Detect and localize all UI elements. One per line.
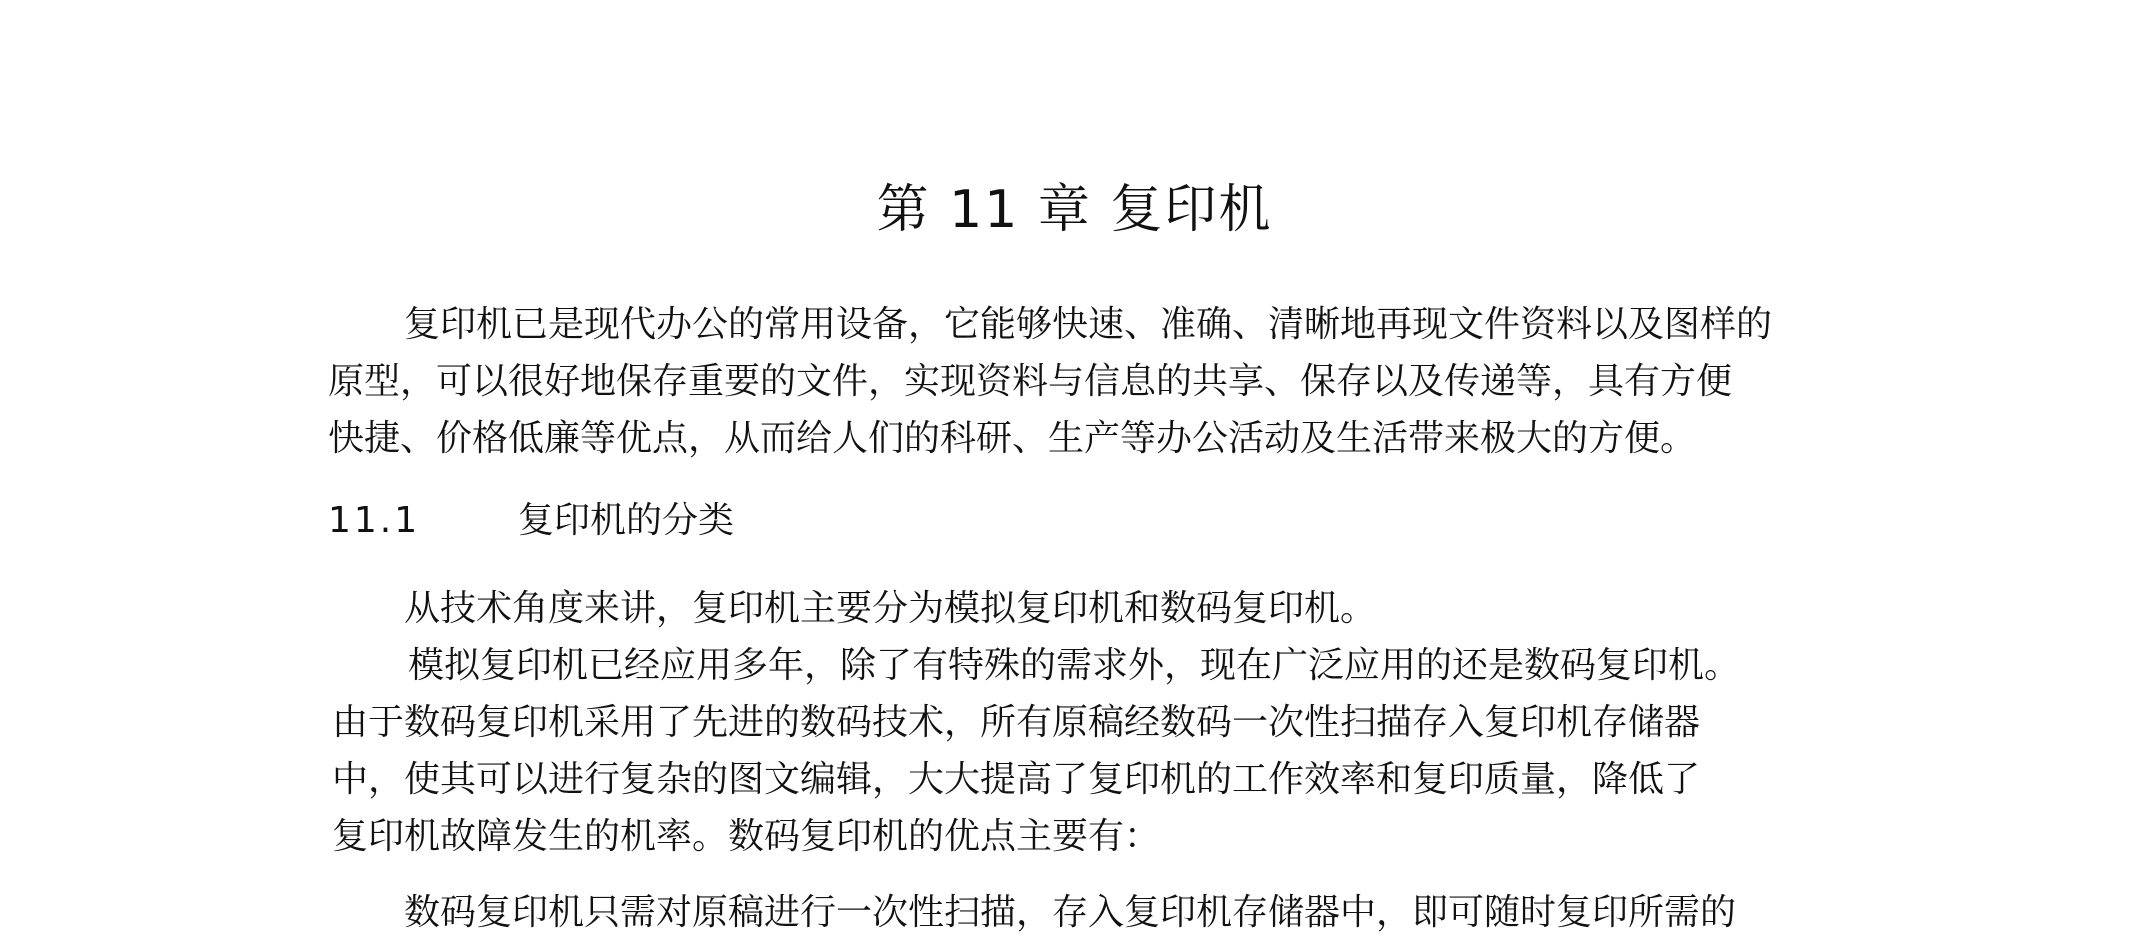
intro-line-2: 原型，可以很好地保存重要的文件，实现资料与信息的共享、保存以及传递等，具有方便: [328, 361, 1733, 402]
body-paragraph-2: [332, 637, 1852, 865]
body-paragraph-2-line-4: 复印机故障发生的机率。数码复印机的优点主要有：: [332, 816, 1161, 857]
section-title: 复印机的分类: [518, 500, 735, 541]
intro-line-3: 快捷、价格低廉等优点，从而给人们的科研、生产等办公活动及生活带来极大的方便。: [328, 418, 1697, 459]
chapter-title: 第 11 章 复印机: [876, 180, 1273, 240]
intro-paragraph: [328, 296, 1848, 467]
body-paragraph-2-line-1: 模拟复印机已经应用多年，除了有特殊的需求外，现在广泛应用的还是数码复印机。: [408, 645, 1741, 686]
body-paragraph-3: [328, 884, 1848, 941]
body-paragraph-2-line-3: 中，使其可以进行复杂的图文编辑，大大提高了复印机的工作效率和复印质量，降低了: [332, 759, 1701, 800]
intro-line-1: 复印机已是现代办公的常用设备，它能够快速、准确、清晰地再现文件资料以及图样的: [404, 304, 1773, 345]
section-number: 11.1: [328, 500, 421, 541]
body-paragraph-1-line: 从技术角度来讲，复印机主要分为模拟复印机和数码复印机。: [404, 588, 1377, 629]
section-heading: [328, 492, 734, 549]
body-paragraph-1: [328, 580, 1848, 637]
body-paragraph-3-line-1: 数码复印机只需对原稿进行一次性扫描，存入复印机存储器中，即可随时复印所需的: [404, 892, 1737, 933]
body-paragraph-2-line-2: 由于数码复印机采用了先进的数码技术，所有原稿经数码一次性扫描存入复印机存储器: [332, 702, 1701, 743]
